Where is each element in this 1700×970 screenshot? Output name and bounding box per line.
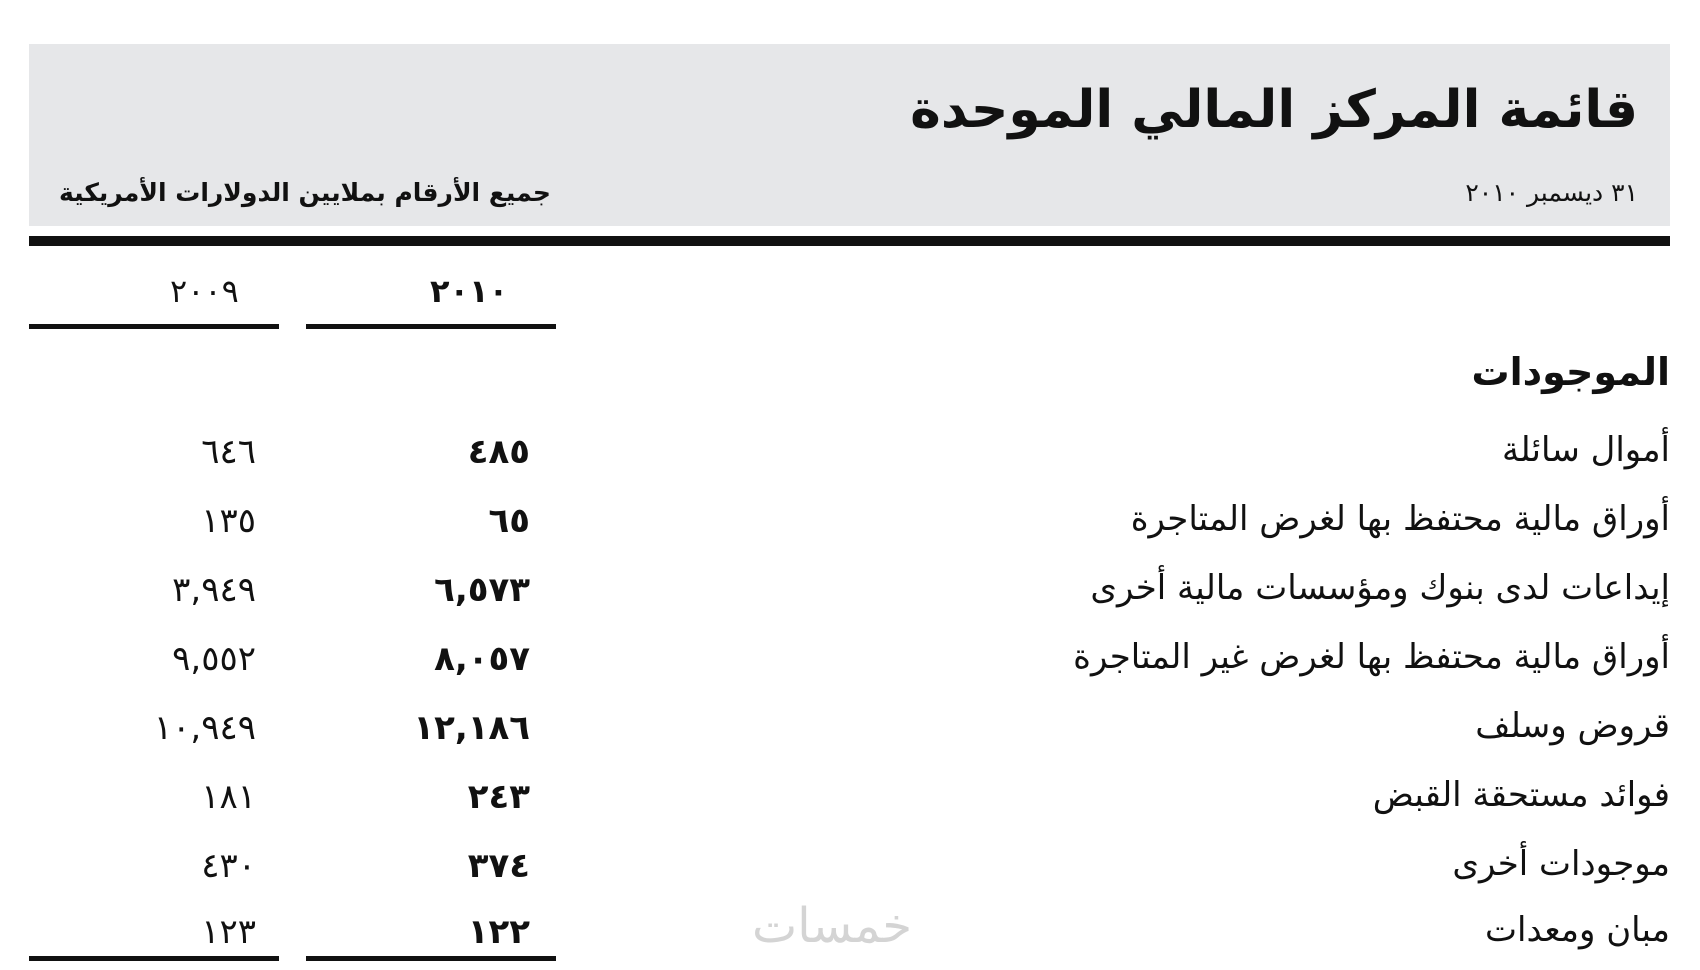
row-current-value: ٨,٠٥٧	[434, 639, 530, 679]
table-row	[0, 629, 1700, 689]
table-row	[0, 560, 1700, 620]
row-prior-value: ١٣٥	[201, 501, 256, 541]
row-prior-value: ١٨١	[201, 777, 256, 817]
current-column-bottom-rule	[306, 956, 556, 961]
row-current-value: ٦٥	[488, 501, 530, 541]
prior-column-top-rule	[29, 324, 279, 329]
row-label: فوائد مستحقة القبض	[1372, 775, 1670, 815]
row-label: مبان ومعدات	[1485, 910, 1670, 950]
statement-header	[29, 44, 1670, 226]
prior-column-bottom-rule	[29, 956, 279, 961]
row-prior-value: ٣,٩٤٩	[172, 570, 256, 610]
row-prior-value: ١٢٣	[201, 912, 256, 952]
assets-section-heading: الموجودات	[1471, 350, 1670, 394]
row-prior-value: ٦٤٦	[201, 432, 256, 472]
row-label: إيداعات لدى بنوك ومؤسسات مالية أخرى	[1090, 568, 1670, 608]
table-row	[0, 422, 1700, 482]
current-column-top-rule	[306, 324, 556, 329]
prior-year-header: ٢٠٠٩	[170, 272, 239, 310]
row-label: قروض وسلف	[1475, 706, 1670, 746]
statement-title: قائمة المركز المالي الموحدة	[910, 80, 1638, 140]
current-year-header: ٢٠١٠	[430, 272, 509, 310]
table-row	[0, 767, 1700, 827]
row-current-value: ٦,٥٧٣	[434, 570, 530, 610]
row-current-value: ٣٧٤	[467, 846, 530, 886]
row-current-value: ٢٤٣	[467, 777, 530, 817]
row-prior-value: ٤٣٠	[201, 846, 256, 886]
row-label: أوراق مالية محتفظ بها لغرض المتاجرة	[1130, 499, 1670, 539]
statement-date: ٣١ ديسمبر ٢٠١٠	[1465, 178, 1638, 207]
row-current-value: ١٢٢	[467, 912, 530, 952]
row-current-value: ٤٨٥	[467, 432, 530, 472]
row-label: موجودات أخرى	[1452, 844, 1670, 884]
table-row	[0, 698, 1700, 758]
units-note: جميع الأرقام بملايين الدولارات الأمريكية	[59, 178, 551, 207]
table-row	[0, 491, 1700, 551]
row-prior-value: ١٠,٩٤٩	[153, 708, 256, 748]
table-row	[0, 836, 1700, 896]
watermark: خمسات	[752, 898, 913, 954]
row-prior-value: ٩,٥٥٢	[172, 639, 256, 679]
row-label: أوراق مالية محتفظ بها لغرض غير المتاجرة	[1073, 637, 1670, 677]
row-label: أموال سائلة	[1502, 430, 1670, 470]
header-divider	[29, 236, 1670, 246]
row-current-value: ١٢,١٨٦	[413, 708, 530, 748]
